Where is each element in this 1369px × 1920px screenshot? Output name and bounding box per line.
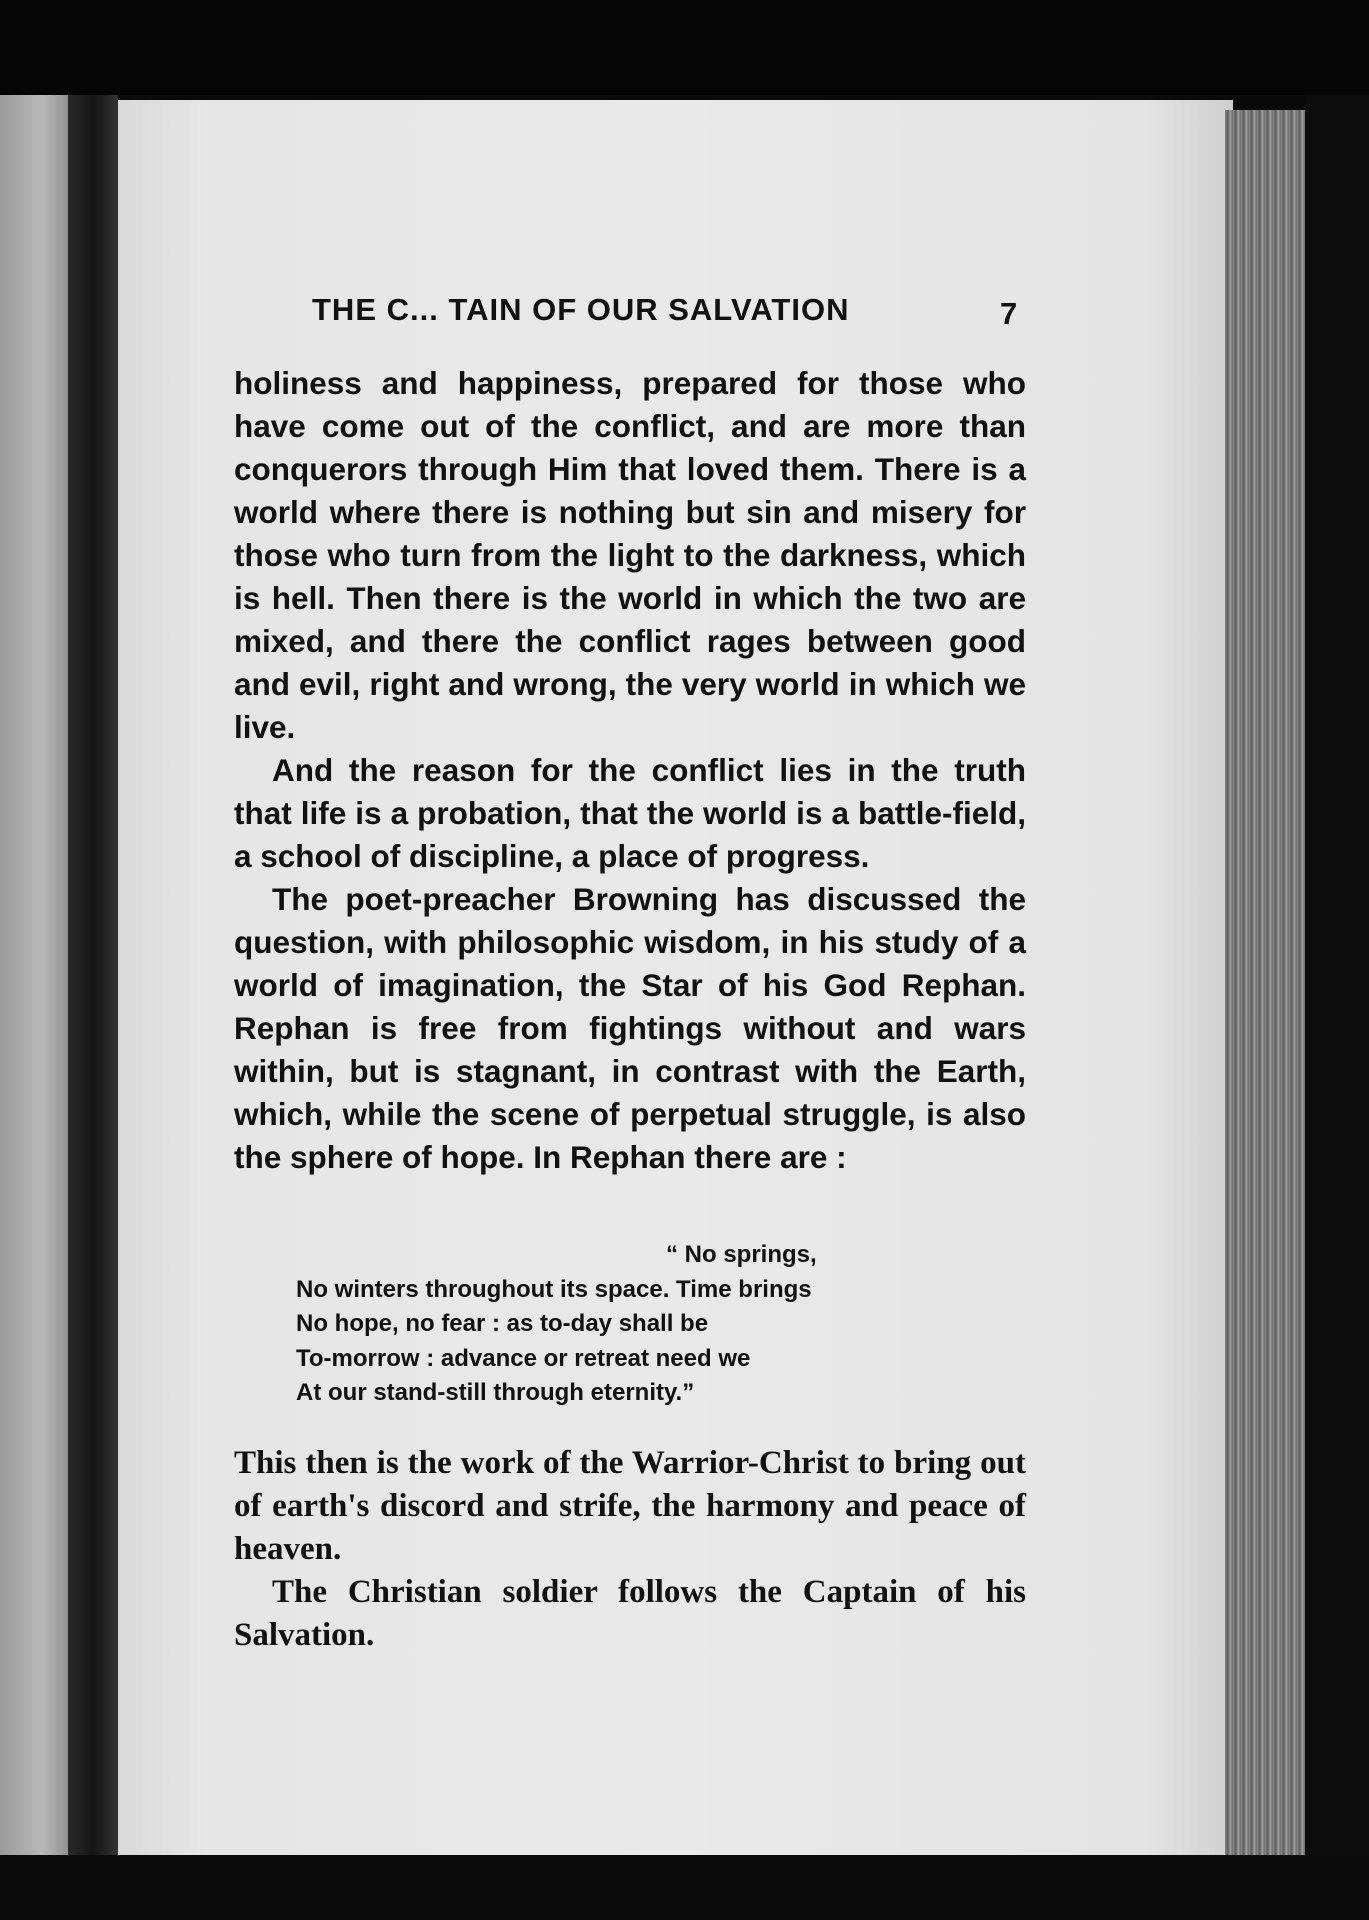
closing-text bbox=[234, 1442, 1026, 1657]
paragraph: And the reason for the conflict lies in the truth that life is a probation, that the world is a battle-field, a school of discipline, a place of progress. bbox=[234, 752, 1026, 874]
paragraph: The Christian soldier follows the Captain of his Salvation. bbox=[234, 1574, 1026, 1653]
page-number: 7 bbox=[1000, 296, 1018, 331]
facing-page-edge bbox=[0, 95, 70, 1855]
verse-quotation bbox=[296, 1238, 996, 1411]
verse-line: “ No springs, bbox=[666, 1241, 817, 1268]
paragraph: This then is the work of the Warrior-Christ to bring out of earth's discord and strife, the harmony and peace of heaven. bbox=[234, 1445, 1026, 1567]
paragraph: The poet-preacher Browning has discussed the question, with philosophic wisdom, in his study of a world of imagination, the Star of his God Rephan. Rephan is free from fightings without and wars within, but is stagnant, in contrast with the Earth, which, while the scene of perpetual struggle, is also the sphere of hope. In Rephan there are : bbox=[234, 881, 1026, 1175]
page-stack-edges bbox=[1225, 110, 1310, 1870]
verse-line: At our stand-still through eternity.” bbox=[296, 1379, 695, 1406]
scan-right-border bbox=[1305, 95, 1369, 1920]
paragraph: holiness and happiness, prepared for those who have come out of the conflict, and are more than conquerors through Him that loved them. There is a world where there is nothing but sin and misery for those who turn from the light to the darkness, which is hell. Then there is the world in which the two are mixed, and there the conflict rages between good and evil, right and wrong, the very world in which we live. bbox=[234, 365, 1026, 745]
verse-line: To-morrow : advance or retreat need we bbox=[296, 1344, 751, 1372]
scan-bottom-border bbox=[0, 1855, 1369, 1920]
book-gutter bbox=[68, 95, 118, 1855]
body-text bbox=[234, 362, 1026, 1179]
verse-line: No winters throughout its space. Time brings bbox=[296, 1275, 812, 1303]
scan-top-border bbox=[0, 0, 1369, 95]
verse-line: No hope, no fear : as to-day shall be bbox=[296, 1310, 709, 1337]
running-head: THE C... TAIN OF OUR SALVATION bbox=[312, 292, 850, 327]
